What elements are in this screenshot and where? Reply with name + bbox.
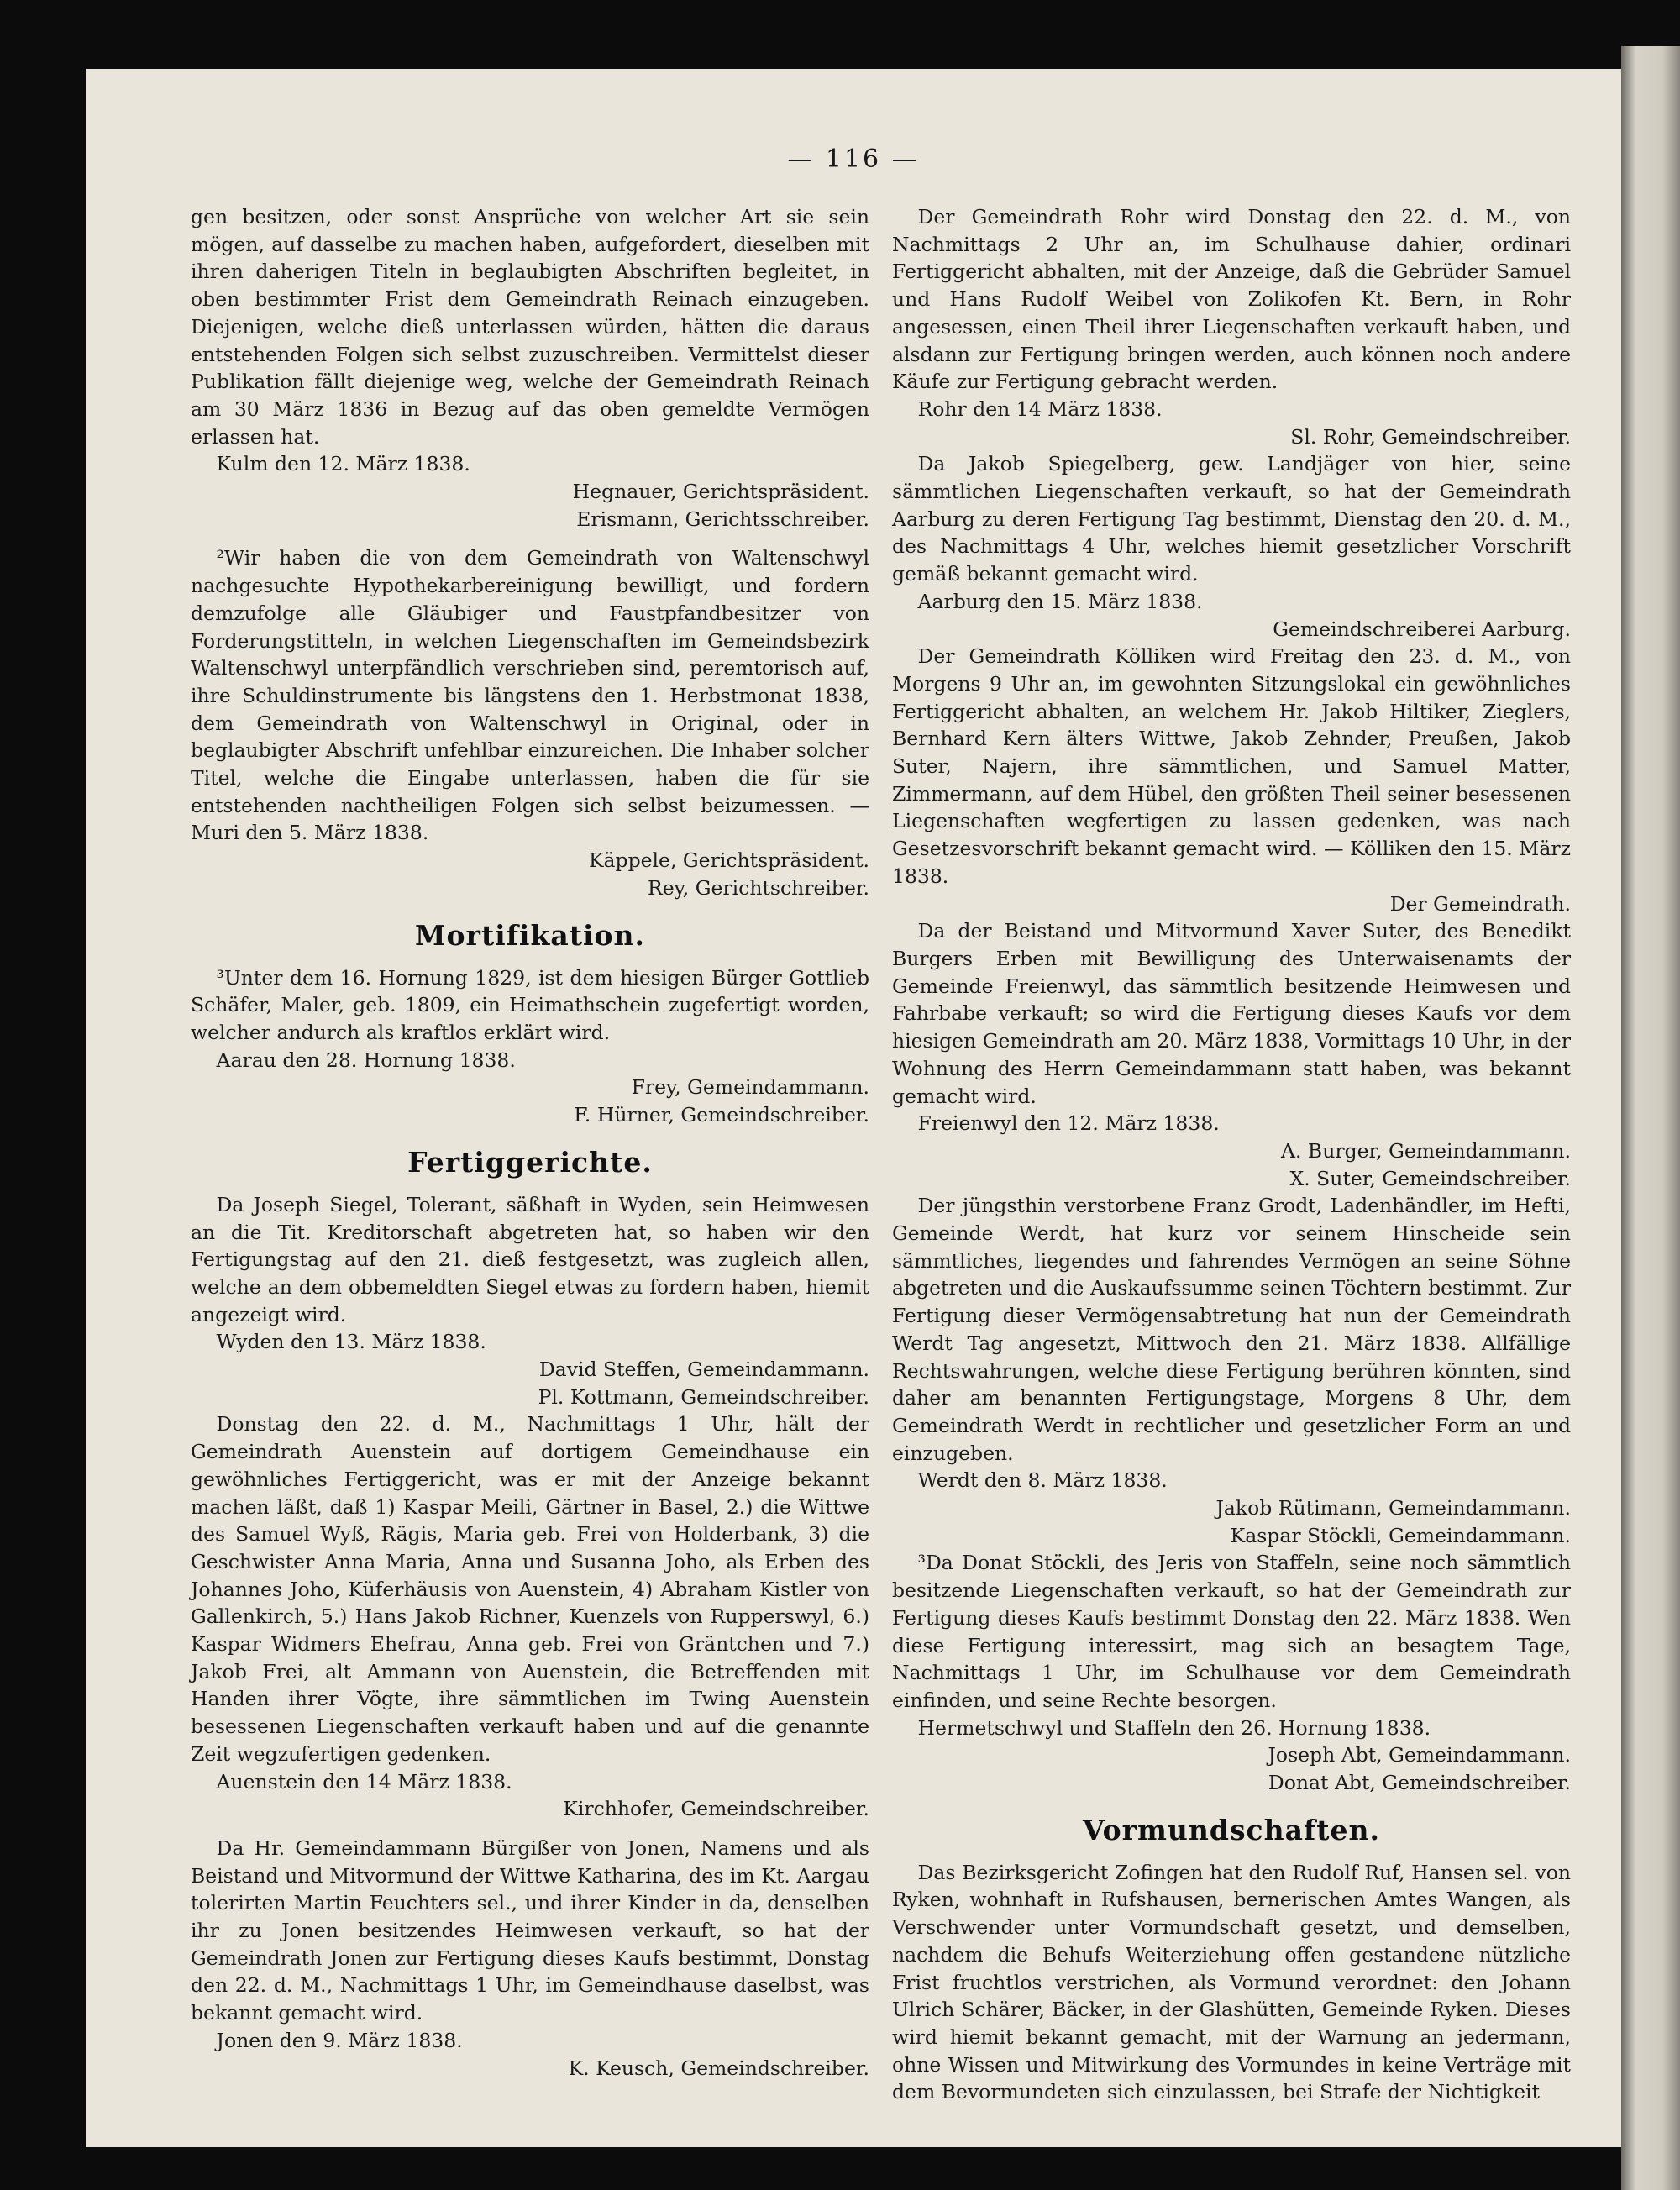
section-heading-vormundschaften: Vormundschaften.	[1083, 1813, 1380, 1846]
notice-staffeln-place-date: Hermetschwyl und Staffeln den 26. Hornung 1838.	[917, 1715, 1431, 1740]
notice-rohr-place-date: Rohr den 14 März 1838.	[917, 397, 1163, 421]
notice-auenstein-place-date: Auenstein den 14 März 1838.	[216, 1769, 512, 1793]
notice-rohr-signature: Sl. Rohr, Gemeindschreiber.	[1290, 424, 1571, 449]
notice-reinach-signature: Erismann, Gerichtsschreiber.	[576, 507, 869, 531]
notice-aarburg-place-date: Aarburg den 15. März 1838.	[917, 589, 1203, 613]
notice-schaefer-signature: F. Hürner, Gemeindschreiber.	[574, 1103, 869, 1127]
notice-zofingen-text: Das Bezirksgericht Zofingen hat den Rudolf Ruf, Hansen sel. von Ryken, wohnhaft in Rufshausen, bernerischen Amtes Wangen, als Verschwender unter Vormundschaft gesetzt, und demselben, nachdem die Behufs Weiterziehung offen gestandene nützliche Frist fruchtlos verstrichen, als Vormund verordnet: den Johann Ulrich Schärer, Bäcker, in der Glashütten, Gemeinde Ryken. Dieses wird hiemit bekannt gemacht, mit der Warnung an jedermann, ohne Wissen und Mitwirkung des Vormundes in keine Verträge mit dem Bevormundeten sich einzulassen, bei Strafe der Nichtigkeit	[892, 1860, 1571, 2104]
notice-werdt-signature: Jakob Rütimann, Gemeindammann.	[1215, 1496, 1571, 1520]
notice-schaefer-place-date: Aarau den 28. Hornung 1838.	[216, 1048, 516, 1072]
section-heading-fertiggerichte: Fertiggerichte.	[407, 1145, 653, 1179]
document-page	[86, 69, 1621, 2147]
notice-wyden-signature: David Steffen, Gemeindammann.	[538, 1358, 869, 1382]
notice-rohr-text: Der Gemeindrath Rohr wird Donstag den 22. d. M., von Nachmittags 2 Uhr an, im Schulhause dahier, ordinari Fertiggericht abhalten, mit der Anzeige, daß die Gebrüder Samuel und Hans Rudolf Weibel von Zolikofen Kt. Bern, in Rohr angesessen, einen Theil ihrer Liegenschaften verkauft haben, und alsdann zur Fertigung bringen werden, auch können noch andere Käufe zur Fertigung gebracht werden.	[892, 205, 1571, 394]
notice-koelliken-signature: Der Gemeindrath.	[1389, 891, 1571, 916]
notice-reinach-place-date: Kulm den 12. März 1838.	[216, 452, 470, 476]
notice-reinach-signature: Hegnauer, Gerichtspräsident.	[572, 480, 869, 504]
notice-aarburg-text: Da Jakob Spiegelberg, gew. Landjäger von hier, seine sämmtlichen Liegenschaften verkauft, so hat der Gemeindrath Aarburg zu deren Fertigung Tag bestimmt, Dienstag den 20. d. M., des Nachmittags 4 Uhr, welches hiemit gesetzlicher Vorschrift gemäß bekannt gemacht wird.	[892, 452, 1571, 586]
notice-freienwyl-place-date: Freienwyl den 12. März 1838.	[917, 1111, 1220, 1136]
left-column	[191, 203, 869, 2082]
right-column	[892, 203, 1571, 2106]
notice-werdt-signature: Kaspar Stöckli, Gemeindammann.	[1230, 1523, 1571, 1547]
page-number: — 116 —	[787, 144, 920, 174]
notice-koelliken-text: Der Gemeindrath Kölliken wird Freitag den 23. d. M., von Morgens 9 Uhr an, im gewohnten Sitzungslokal ein gewöhnliches Fertiggericht abhalten, an welchem Hr. Jakob Hiltiker, Zieglers, Bernhard Kern älters Wittwe, Jakob Zehnder, Preußen, Jakob Suter, Najern, ihre sämmtlichen, und Samuel Matter, Zimmermann, auf dem Hübel, den größten Theil seiner besessenen Liegenschaften wegfertigen zu lassen gedenken, was nach Gesetzesvorschrift bekannt gemacht wird. — Kölliken den 15. März 1838.	[892, 644, 1571, 888]
notice-staffeln-text: ³Da Donat Stöckli, des Jeris von Staffeln, seine noch sämmtlich besitzende Liegenschaften verkauft, so hat der Gemeindrath zur Fertigung dieses Kaufs bestimmt Donstag den 22. März 1838. Wen diese Fertigung interessirt, mag sich an besagtem Tage, Nachmittags 1 Uhr, im Schulhause vor dem Gemeindrath einfinden, und seine Rechte besorgen.	[892, 1551, 1571, 1712]
notice-freienwyl-signature: X. Suter, Gemeindschreiber.	[1289, 1166, 1571, 1190]
notice-waltenschwyl-text: ²Wir haben die von dem Gemeindrath von Waltenschwyl nachgesuchte Hypothekarbereinigung bewilligt, und fordern demzufolge alle Gläubiger und Faustpfandbesitzer von Forderungstitteln, in welchen Liegenschaften im Gemeindsbezirk Waltenschwyl unterpfändlich verschrieben sind, peremtorisch auf, ihre Schuldinstrumente bis längstens den 1. Herbstmonat 1838, dem Gemeindrath von Waltenschwyl in Original, oder in beglaubigter Abschrift unfehlbar einzureichen. Die Inhaber solcher Titel, welche die Eingabe unterlassen, haben die für sie entstehenden nachtheiligen Folgen sich selbst beizumessen. — Muri den 5. März 1838.	[191, 546, 869, 845]
notice-waltenschwyl-signature: Rey, Gerichtschreiber.	[648, 875, 869, 900]
notice-freienwyl-text: Da der Beistand und Mitvormund Xaver Suter, des Benedikt Burgers Erben mit Bewilligung des Unterwaisenamts der Gemeinde Freienwyl, das sämmtlich besitzende Heimwesen und Fahrbabe verkauft; so wird die Fertigung dieses Kaufs vor dem hiesigen Gemeindrath am 20. März 1838, Vormittags 10 Uhr, in der Wohnung des Herrn Gemeindammann statt haben, was bekannt gemacht wird.	[892, 919, 1571, 1108]
notice-freienwyl-signature: A. Burger, Gemeindammann.	[1281, 1138, 1571, 1163]
notice-staffeln-signature: Joseph Abt, Gemeindammann.	[1268, 1743, 1571, 1767]
notice-aarburg-signature: Gemeindschreiberei Aarburg.	[1273, 617, 1571, 641]
adjacent-page-edge	[1621, 46, 1680, 2190]
section-heading-mortifikation: Mortifikation.	[415, 918, 645, 952]
notice-auenstein-signature: Kirchhofer, Gemeindschreiber.	[563, 1797, 869, 1821]
notice-werdt-place-date: Werdt den 8. März 1838.	[917, 1468, 1168, 1493]
notice-wyden-place-date: Wyden den 13. März 1838.	[216, 1330, 486, 1354]
notice-jonen-signature: K. Keusch, Gemeindschreiber.	[568, 2056, 869, 2080]
notice-waltenschwyl-signature: Käppele, Gerichtspräsident.	[588, 848, 869, 873]
notice-wyden-signature: Pl. Kottmann, Gemeindschreiber.	[538, 1384, 869, 1409]
notice-schaefer-text: ³Unter dem 16. Hornung 1829, ist dem hiesigen Bürger Gottlieb Schäfer, Maler, geb. 1809, ein Heimathschein zugefertigt worden, welcher andurch als kraftlos erklärt wird.	[191, 965, 869, 1044]
notice-werdt-text: Der jüngsthin verstorbene Franz Grodt, Ladenhändler, im Hefti, Gemeinde Werdt, hat kurz vor seinem Hinscheide sein sämmtliches, liegendes und fahrendes Vermögen an seine Söhne abgetreten und die Auskaufssumme seinen Töchtern bestimmt. Zur Fertigung dieser Vermögensabtretung hat nun der Gemeindrath Werdt Tag angesetzt, Mittwoch den 21. März 1838. Allfällige Rechtswahrungen, welche diese Fertigung berühren könnten, sind daher am benannten Fertigungstage, Morgens 8 Uhr, dem Gemeindrath Werdt in rechtlicher und gesetzlicher Form an und einzugeben.	[892, 1194, 1571, 1465]
notice-reinach-text: gen besitzen, oder sonst Ansprüche von welcher Art sie sein mögen, auf dasselbe zu machen haben, aufgefordert, dieselben mit ihren daherigen Titeln in beglaubigten Abschriften begleitet, in oben bestimmter Frist dem Gemeindrath Reinach einzugeben. Diejenigen, welche dieß unterlassen würden, hätten die daraus entstehenden Folgen sich selbst zuzuschreiben. Vermittelst dieser Publikation fällt diejenige weg, welche der Gemeindrath Reinach am 30 März 1836 in Bezug auf das oben gemeldte Vermögen erlassen hat.	[191, 205, 869, 449]
notice-jonen-text: Da Hr. Gemeindammann Bürgißer von Jonen, Namens und als Beistand und Mitvormund der Wittwe Katharina, des im Kt. Aargau tolerirten Martin Feuchters sel., und ihrer Kinder in da, denselben ihr zu Jonen besitzendes Heimwesen verkauft, so hat der Gemeindrath Jonen zur Fertigung dieses Kaufs bestimmt, Donstag den 22. d. M., Nachmittags 1 Uhr, im Gemeindhause daselbst, was bekannt gemacht wird.	[191, 1836, 869, 2025]
notice-jonen-place-date: Jonen den 9. März 1838.	[216, 2028, 463, 2052]
notice-wyden-text: Da Joseph Siegel, Tolerant, säßhaft in Wyden, sein Heimwesen an die Tit. Kreditorschaft abgetreten hat, so haben wir den Fertigungstag auf den 21. dieß festgesetzt, was zugleich allen, welche an dem obbemeldten Siegel etwas zu fordern haben, hiemit angezeigt wird.	[191, 1192, 869, 1326]
notice-staffeln-signature: Donat Abt, Gemeindschreiber.	[1268, 1771, 1571, 1795]
notice-auenstein-text: Donstag den 22. d. M., Nachmittags 1 Uhr, hält der Gemeindrath Auenstein auf dortigem Gemeindhause ein gewöhnliches Fertiggericht, was er mit der Anzeige bekannt machen läßt, daß 1) Kaspar Meili, Gärtner in Basel, 2.) die Wittwe des Samuel Wyß, Rägis, Maria geb. Frei von Holderbank, 3) die Geschwister Anna Maria, Anna und Susanna Joho, als Erben des Johannes Joho, Küferhäusis von Auenstein, 4) Abraham Kistler von Gallenkirch, 5.) Hans Jakob Richner, Kuenzels von Rupperswyl, 6.) Kaspar Widmers Ehefrau, Anna geb. Frei von Gräntchen und 7.) Jakob Frei, alt Ammann von Auenstein, die Betreffenden mit Handen ihrer Vögte, ihre sämmtlichen im Twing Auenstein besessenen Liegenschaften verkauft haben und auf die genannte Zeit wegzufertigen gedenken.	[191, 1412, 869, 1766]
notice-schaefer-signature: Frey, Gemeindammann.	[631, 1075, 869, 1100]
